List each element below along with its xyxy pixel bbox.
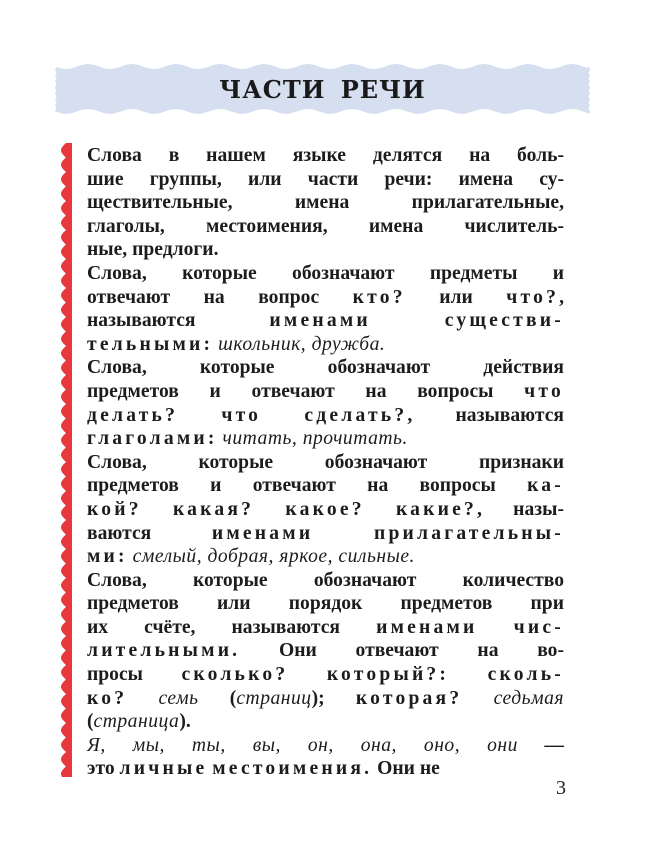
text-segment: глаголы, местоимения, имена числитель- <box>87 215 564 237</box>
text-segment: предметов и отвечают на вопросы <box>87 475 528 497</box>
text-segment: ( <box>87 711 94 733</box>
text-segment: Слова, которые обозначают признаки <box>87 451 564 473</box>
text-segment <box>313 523 374 544</box>
spaced-term: какие? <box>395 498 478 520</box>
text-segment: , назы- <box>477 498 564 520</box>
text-line <box>87 710 564 734</box>
text-segment: Они не <box>372 758 440 780</box>
spaced-term: который?: <box>326 664 450 686</box>
text-segment: ( <box>198 687 237 709</box>
spaced-term: именами <box>269 310 371 332</box>
spaced-term: чис- <box>513 616 564 638</box>
spaced-term: глаголами: <box>87 428 218 450</box>
text-line <box>87 356 564 380</box>
text-segment: Слова, которые обозначают количество <box>87 569 564 591</box>
text-segment: шие группы, или части речи: имена су- <box>87 168 564 190</box>
spaced-term: ка- <box>527 475 564 497</box>
text-segment: Они отвечают на во- <box>240 640 564 662</box>
text-segment: , называются <box>407 404 564 426</box>
text-line <box>87 498 564 522</box>
text-line <box>87 380 564 404</box>
example-words: смелый, добрая, яркое, сильные. <box>132 546 415 568</box>
spaced-term: что <box>221 404 262 426</box>
text-line <box>87 168 564 192</box>
text-segment: Слова, которые обозначают предметы и <box>87 262 564 284</box>
spaced-term: что <box>524 380 564 402</box>
title-banner <box>55 62 590 116</box>
text-line <box>87 144 564 168</box>
text-segment: предметов или порядок предметов при <box>87 593 564 615</box>
text-segment: — <box>517 734 564 756</box>
text-line <box>87 286 564 310</box>
example-words: седьмая <box>493 687 564 709</box>
spaced-term: прилагательны- <box>373 522 564 544</box>
text-segment <box>142 499 173 520</box>
text-segment: ществительные, имена прилагательные, <box>87 192 564 214</box>
text-line <box>87 474 564 498</box>
text-segment: просы <box>87 664 182 686</box>
text-segment <box>288 664 326 685</box>
text-line <box>87 616 564 640</box>
paragraph <box>87 262 564 356</box>
text-segment: отвечают на вопрос <box>87 286 353 308</box>
text-line <box>87 238 564 262</box>
example-words: читать, прочитать. <box>222 428 408 450</box>
text-segment: называются <box>87 310 270 332</box>
spaced-term: местоимения. <box>212 758 373 780</box>
text-line <box>87 309 564 333</box>
text-segment <box>478 617 514 638</box>
paragraph <box>87 144 564 262</box>
example-words: школьник, дружба. <box>218 333 386 355</box>
paragraph <box>87 451 564 569</box>
text-segment <box>254 499 285 520</box>
spaced-term: кто? <box>352 286 406 308</box>
text-line <box>87 191 564 215</box>
text-segment: Слова, которые обозначают действия <box>87 357 564 379</box>
text-line <box>87 687 564 711</box>
spaced-term: которая? <box>355 687 463 709</box>
paragraph <box>87 356 564 450</box>
text-line <box>87 757 564 781</box>
spaced-term: лительными. <box>87 640 241 662</box>
body-text <box>87 144 564 781</box>
text-segment: предметов и отвечают на вопросы <box>87 380 525 402</box>
text-line <box>87 545 564 569</box>
text-segment: , <box>559 286 564 308</box>
spaced-term: именами <box>376 616 478 638</box>
page-title: ЧАСТИ РЕЧИ <box>219 74 426 104</box>
red-wavy-margin-bar <box>60 143 72 777</box>
text-line <box>87 663 564 687</box>
text-segment: ). <box>179 711 191 733</box>
spaced-term: делать? <box>87 404 179 426</box>
spaced-term: ми: <box>87 546 128 568</box>
example-words: Я, мы, ты, вы, он, она, оно, они <box>87 734 518 756</box>
text-line <box>87 333 564 357</box>
example-words: страница <box>93 711 180 733</box>
spaced-term: личные <box>119 758 208 780</box>
spaced-term: сколько? <box>181 664 289 686</box>
spaced-term: ко? <box>87 687 128 709</box>
paragraph <box>87 734 564 781</box>
spaced-term: какое? <box>285 498 365 520</box>
text-segment: ); <box>311 687 356 709</box>
paragraph <box>87 569 564 734</box>
spaced-term: какая? <box>172 498 255 520</box>
text-segment: Слова в нашем языке делятся на боль- <box>87 145 564 166</box>
text-line <box>87 522 564 546</box>
text-line <box>87 215 564 239</box>
text-segment <box>178 405 221 426</box>
spaced-term: что? <box>506 286 560 308</box>
text-segment: ваются <box>87 522 212 544</box>
example-words: семь <box>158 687 199 709</box>
text-segment <box>462 688 493 709</box>
text-segment <box>449 664 487 685</box>
example-words: страниц <box>236 687 312 709</box>
text-line <box>87 592 564 616</box>
text-line <box>87 569 564 593</box>
text-segment: ные, предлоги. <box>87 239 219 261</box>
text-line <box>87 404 564 428</box>
spaced-term: сколь- <box>487 664 564 686</box>
text-line <box>87 427 564 451</box>
text-line <box>87 451 564 475</box>
spaced-term: кой? <box>87 498 142 520</box>
text-segment: это <box>87 758 120 780</box>
text-line <box>87 262 564 286</box>
text-segment <box>365 499 396 520</box>
text-segment <box>371 310 445 331</box>
spaced-term: существи- <box>444 310 564 332</box>
text-segment <box>261 405 304 426</box>
text-segment: их счёте, называются <box>87 616 377 638</box>
text-line <box>87 734 564 758</box>
spaced-term: именами <box>211 522 314 544</box>
text-segment <box>127 688 158 709</box>
text-segment: или <box>405 286 507 308</box>
spaced-term: тельными: <box>87 333 214 355</box>
page-number: 3 <box>556 777 566 799</box>
text-line <box>87 639 564 663</box>
spaced-term: сделать? <box>304 404 408 426</box>
